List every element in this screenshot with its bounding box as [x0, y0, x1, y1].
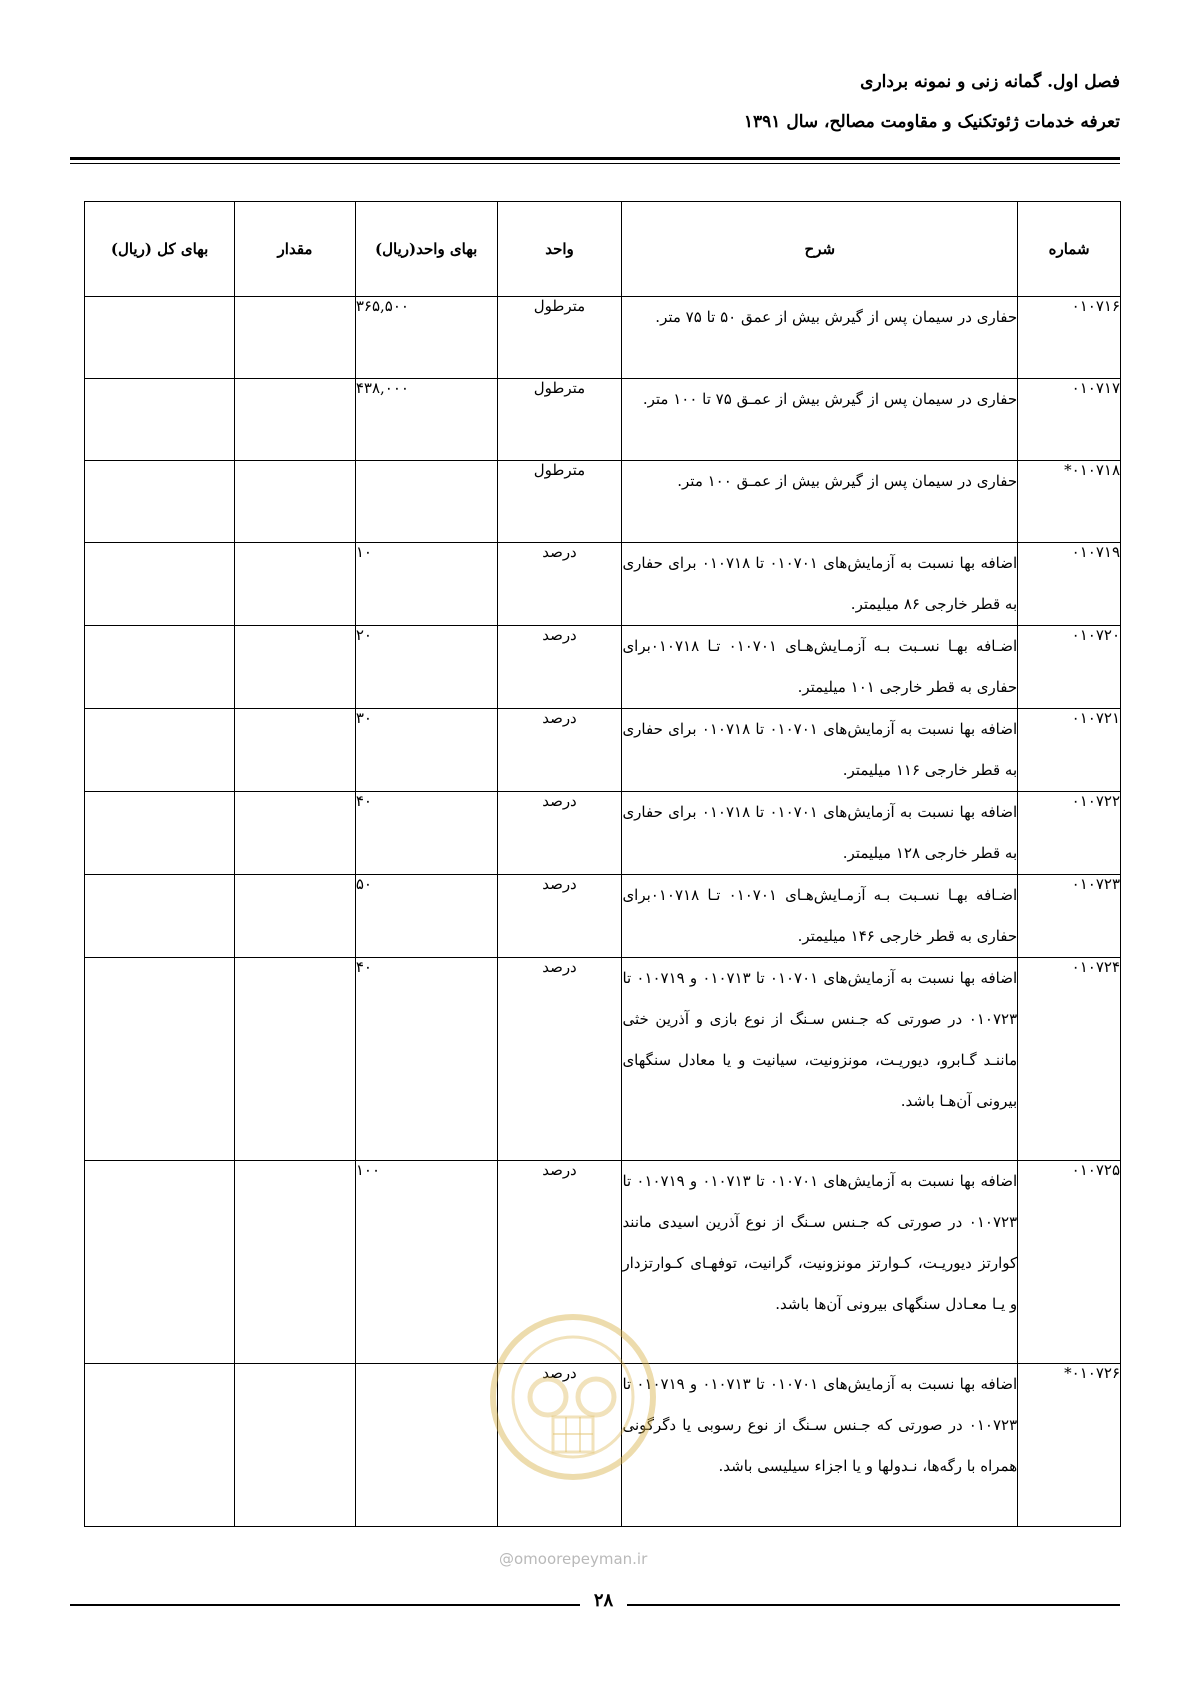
- row-unit-price: ۱۰: [355, 543, 497, 626]
- row-total-price: [85, 461, 235, 543]
- row-total-price: [85, 958, 235, 1161]
- row-quantity: [235, 1161, 356, 1364]
- row-quantity: [235, 958, 356, 1161]
- row-description: اضافه بها نسبت به آزمایش‌های ۰۱۰۷۰۱ تا ۰۱۰۷۱۸ برای حفاری به قطر خارجی ۸۶ میلیمتر.: [622, 543, 1018, 626]
- row-unit-price: ۴۳۸,۰۰۰: [355, 379, 497, 461]
- row-unit: مترطول: [497, 297, 622, 379]
- table-row: [85, 297, 1121, 379]
- footer-rule-left: [70, 1604, 580, 1606]
- col-header-description: شرح: [622, 202, 1018, 297]
- row-total-price: [85, 875, 235, 958]
- table-row: [85, 958, 1121, 1161]
- row-unit-price: [355, 1364, 497, 1527]
- row-unit: مترطول: [497, 461, 622, 543]
- row-number: ۰۱۰۷۱۷: [1018, 379, 1121, 461]
- row-unit: مترطول: [497, 379, 622, 461]
- table-row: [85, 379, 1121, 461]
- row-unit-price: [355, 461, 497, 543]
- row-number: ۰۱۰۷۲۲: [1018, 792, 1121, 875]
- row-unit: درصد: [497, 875, 622, 958]
- row-total-price: [85, 792, 235, 875]
- row-total-price: [85, 1364, 235, 1527]
- row-number: ۰۱۰۷۲۵: [1018, 1161, 1121, 1364]
- row-unit: درصد: [497, 626, 622, 709]
- row-description: حفاری در سیمان پس از گیرش بیش از عمـق ۷۵ تا ۱۰۰ متر.: [622, 379, 1018, 461]
- page-header: [744, 62, 1120, 142]
- row-unit-price: ۲۰: [355, 626, 497, 709]
- row-description: اضافه بها نسبت به آزمایش‌های ۰۱۰۷۰۱ تا ۰۱۰۷۱۳ و ۰۱۰۷۱۹ تا ۰۱۰۷۲۳ در صورتی که جـنس سـنگ از نوع آذرین اسیدی مانند کوارتز دیوریـت، کـوارتز مونزونیت، گرانیت، توفهـای کـوارتزدار و یـا معـادل سنگهای بیرونی آن‌ها باشد.: [622, 1161, 1018, 1364]
- row-number: ۰۱۰۷۱۹: [1018, 543, 1121, 626]
- row-quantity: [235, 626, 356, 709]
- header-rule-thin: [70, 163, 1120, 164]
- row-quantity: [235, 709, 356, 792]
- page-number: ۲۸: [593, 1590, 614, 1611]
- row-description: حفاری در سیمان پس از گیرش بیش از عمـق ۱۰۰ متر.: [622, 461, 1018, 543]
- row-unit: درصد: [497, 1364, 622, 1527]
- row-total-price: [85, 626, 235, 709]
- row-description: حفاری در سیمان پس از گیرش بیش از عمق ۵۰ تا ۷۵ متر.: [622, 297, 1018, 379]
- row-quantity: [235, 792, 356, 875]
- row-unit: درصد: [497, 709, 622, 792]
- table-header-row: [85, 202, 1121, 297]
- row-total-price: [85, 543, 235, 626]
- row-number: ۰۱۰۷۲۱: [1018, 709, 1121, 792]
- row-number: ۰۱۰۷۲۳: [1018, 875, 1121, 958]
- row-unit: درصد: [497, 543, 622, 626]
- col-header-unit: واحد: [497, 202, 622, 297]
- row-unit-price: ۵۰: [355, 875, 497, 958]
- row-description: اضـافه بهـا نسـبت بـه آزمـایش‌هـای ۰۱۰۷۰۱ تـا ۰۱۰۷۱۸برای حفاری به قطر خارجی ۱۰۱ میلیمتر.: [622, 626, 1018, 709]
- row-unit-price: ۱۰۰: [355, 1161, 497, 1364]
- row-unit: درصد: [497, 792, 622, 875]
- col-header-unit-price: بهای واحد(ریال): [355, 202, 497, 297]
- row-unit-price: ۴۰: [355, 792, 497, 875]
- row-quantity: [235, 543, 356, 626]
- row-quantity: [235, 875, 356, 958]
- col-header-total-price: بهای کل (ریال): [85, 202, 235, 297]
- row-description: اضافه بها نسبت به آزمایش‌های ۰۱۰۷۰۱ تا ۰۱۰۷۱۸ برای حفاری به قطر خارجی ۱۱۶ میلیمتر.: [622, 709, 1018, 792]
- row-description: اضافه بها نسبت به آزمایش‌های ۰۱۰۷۰۱ تا ۰۱۰۷۱۳ و ۰۱۰۷۱۹ تا ۰۱۰۷۲۳ در صورتی که جـنس سـنگ از نوع رسوبی یا دگرگونی همراه با رگه‌ها، نـدولها و یا اجزاء سیلیسی باشد.: [622, 1364, 1018, 1527]
- chapter-title: فصل اول. گمانه زنی و نمونه برداری: [860, 72, 1120, 92]
- row-description: اضافه بها نسبت به آزمایش‌های ۰۱۰۷۰۱ تا ۰۱۰۷۱۸ برای حفاری به قطر خارجی ۱۲۸ میلیمتر.: [622, 792, 1018, 875]
- row-total-price: [85, 1161, 235, 1364]
- table-row: [85, 792, 1121, 875]
- row-description: اضـافه بهـا نسـبت بـه آزمـایش‌هـای ۰۱۰۷۰۱ تـا ۰۱۰۷۱۸برای حفاری به قطر خارجی ۱۴۶ میلیمتر.: [622, 875, 1018, 958]
- col-header-number: شماره: [1018, 202, 1121, 297]
- table-row: [85, 709, 1121, 792]
- row-unit-price: ۳۰: [355, 709, 497, 792]
- row-unit: درصد: [497, 958, 622, 1161]
- seal-watermark-icon: [488, 1312, 658, 1482]
- table-row: [85, 461, 1121, 543]
- row-description: اضافه بها نسبت به آزمایش‌های ۰۱۰۷۰۱ تا ۰۱۰۷۱۳ و ۰۱۰۷۱۹ تا ۰۱۰۷۲۳ در صورتی که جـنس سـنگ از نوع بازی و آذرین خثی ماننـد گـابرو، دیوریـت، مونزونیت، سیانیت و یا معادل سنگهای بیرونی آن‌هـا باشد.: [622, 958, 1018, 1161]
- table-row: [85, 626, 1121, 709]
- table-row: [85, 543, 1121, 626]
- row-quantity: [235, 379, 356, 461]
- header-rule-thick: [70, 157, 1120, 160]
- row-number: ۰۱۰۷۲۶*: [1018, 1364, 1121, 1527]
- row-total-price: [85, 379, 235, 461]
- row-total-price: [85, 297, 235, 379]
- row-quantity: [235, 297, 356, 379]
- row-number: ۰۱۰۷۲۰: [1018, 626, 1121, 709]
- row-unit: درصد: [497, 1161, 622, 1364]
- row-unit-price: ۳۶۵,۵۰۰: [355, 297, 497, 379]
- row-quantity: [235, 1364, 356, 1527]
- table-row: [85, 875, 1121, 958]
- row-quantity: [235, 461, 356, 543]
- footer-rule-right: [627, 1604, 1120, 1606]
- row-total-price: [85, 709, 235, 792]
- row-number: ۰۱۰۷۱۸*: [1018, 461, 1121, 543]
- row-number: ۰۱۰۷۲۴: [1018, 958, 1121, 1161]
- watermark-site-text: @omoorepeyman.ir: [499, 1550, 648, 1568]
- row-unit-price: ۴۰: [355, 958, 497, 1161]
- col-header-quantity: مقدار: [235, 202, 356, 297]
- document-title: تعرفه خدمات ژئوتکنیک و مقاومت مصالح، سال ۱۳۹۱: [743, 112, 1120, 132]
- row-number: ۰۱۰۷۱۶: [1018, 297, 1121, 379]
